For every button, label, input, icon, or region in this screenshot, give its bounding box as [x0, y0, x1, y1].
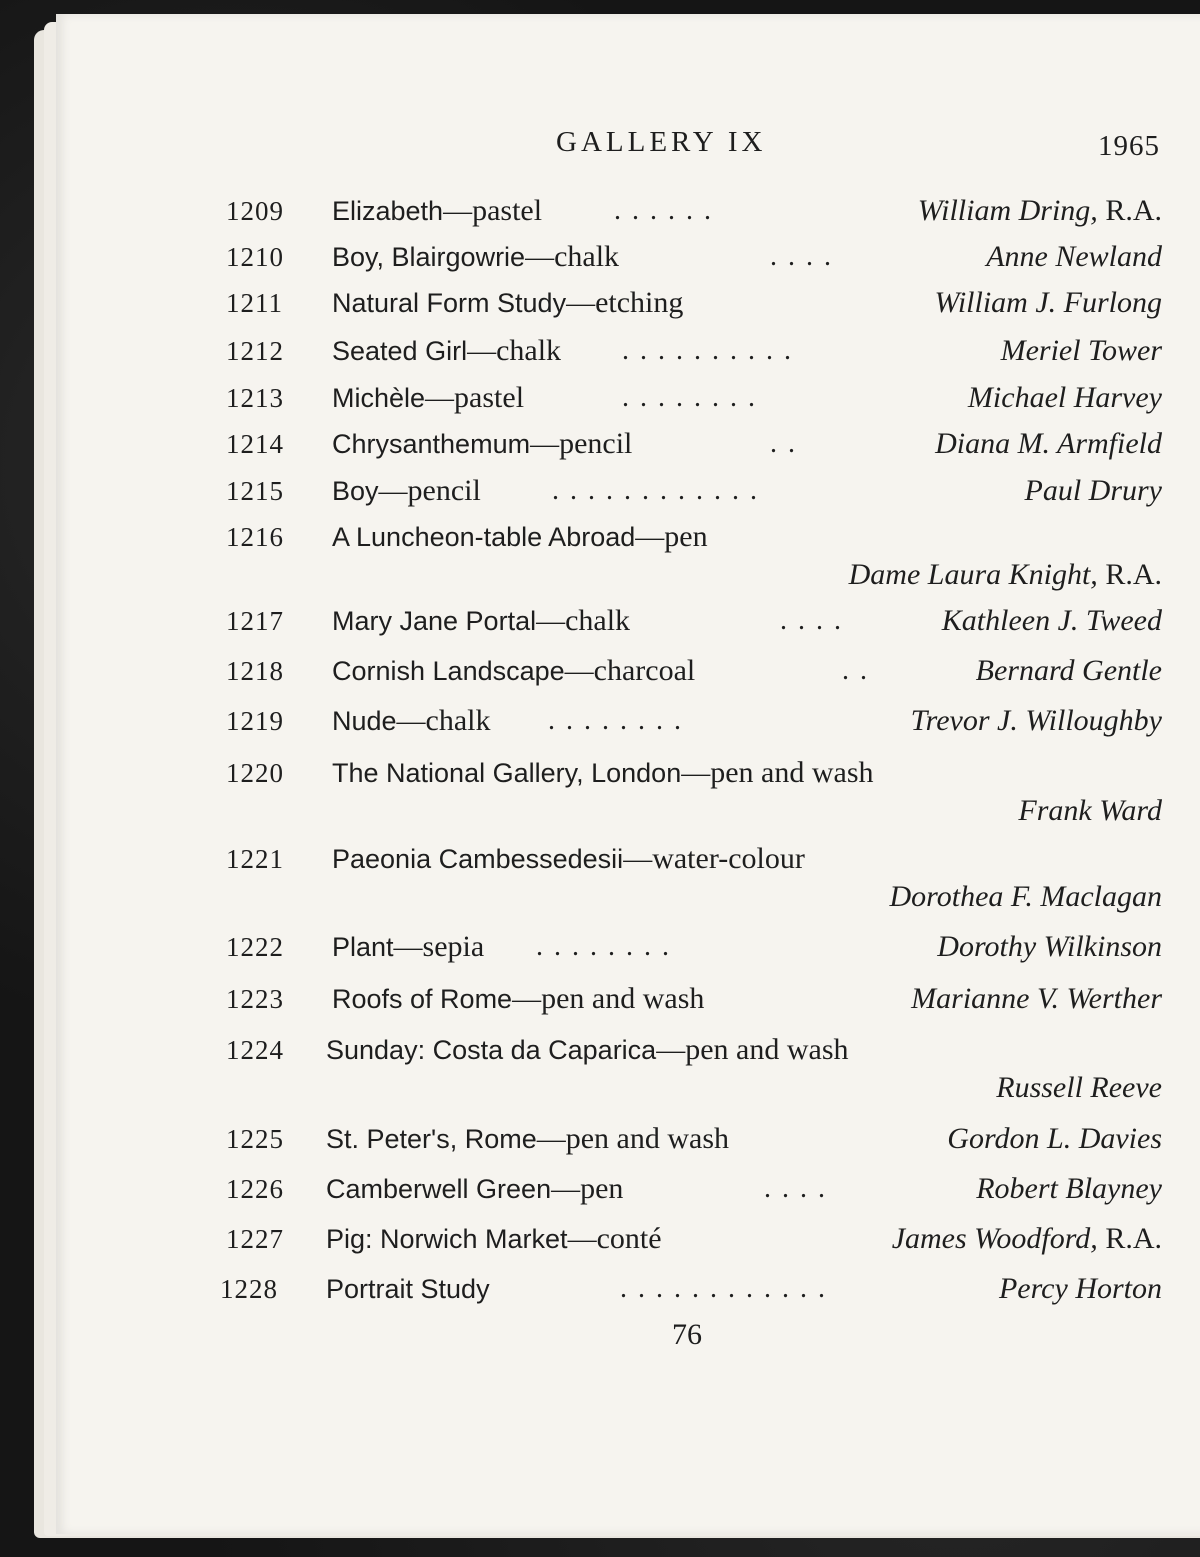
entry-number: 1216 — [226, 522, 284, 552]
catalogue-entry — [0, 330, 1200, 372]
page-number: 76 — [672, 1318, 702, 1351]
entry-title: Pig: Norwich Market — [326, 1224, 568, 1254]
entry-number: 1221 — [226, 844, 284, 874]
dot-leaders: . . . . — [770, 241, 833, 272]
entry-number: 1224 — [226, 1035, 284, 1065]
entry-separator: — — [512, 983, 542, 1015]
entry-number: 1215 — [226, 476, 284, 506]
artist-name: James Woodford, — [891, 1222, 1098, 1255]
artist-name: Diana M. Armfield — [935, 427, 1162, 460]
entry-separator: — — [530, 428, 560, 460]
entry-artist — [918, 190, 1162, 232]
gallery-title: GALLERY IX — [556, 126, 767, 158]
catalogue-entry-continuation — [0, 1067, 1200, 1109]
catalogue-entry — [0, 377, 1200, 419]
catalogue-entry — [0, 516, 1200, 558]
entry-medium: chalk — [554, 240, 620, 273]
catalogue-entry — [0, 1168, 1200, 1210]
entry-title-line — [332, 190, 542, 232]
entry-title-line — [332, 282, 683, 324]
entry-separator: — — [656, 1034, 686, 1066]
entry-artist — [976, 1168, 1162, 1210]
entry-title-line — [332, 978, 704, 1020]
artist-name: Frank Ward — [1018, 794, 1162, 827]
entry-artist — [935, 282, 1163, 324]
entry-title-line — [332, 377, 524, 419]
entry-artist — [937, 926, 1162, 968]
entry-medium: pen and wash — [565, 1122, 730, 1155]
entry-title-line — [326, 1118, 729, 1160]
artist-name: Bernard Gentle — [975, 654, 1162, 687]
entry-separator: — — [635, 521, 665, 553]
entry-artist — [968, 377, 1162, 419]
entry-title-line — [332, 926, 484, 968]
entry-title: The National Gallery, London — [332, 758, 682, 788]
entry-number: 1223 — [226, 984, 284, 1014]
artist-name: Dame Laura Knight, — [848, 558, 1098, 591]
entry-number: 1211 — [226, 288, 283, 318]
dot-leaders: . . . . . . . . . . . . — [620, 1273, 827, 1304]
entry-separator: — — [443, 195, 473, 227]
dot-leaders: . . — [842, 655, 869, 686]
entry-artist — [911, 978, 1162, 1020]
dot-leaders: . . . . . . . . — [548, 705, 683, 736]
artist-name: Robert Blayney — [976, 1172, 1162, 1205]
entry-medium: chalk — [496, 334, 562, 367]
entry-title: Mary Jane Portal — [332, 606, 537, 636]
dot-leaders: . . . . — [780, 605, 843, 636]
dot-leaders: . . . . . . . . . . . . — [552, 475, 759, 506]
catalogue-entry — [0, 1029, 1200, 1071]
entry-separator: — — [525, 241, 555, 273]
dot-leaders: . . . . — [764, 1173, 827, 1204]
entry-title: Elizabeth — [332, 196, 444, 226]
entry-title: Nude — [332, 706, 397, 736]
entry-title: Sunday: Costa da Caparica — [326, 1035, 657, 1065]
entry-number: 1218 — [226, 656, 284, 686]
entry-separator: — — [378, 475, 408, 507]
entry-artist — [1018, 790, 1162, 832]
entry-separator: — — [393, 931, 423, 963]
entry-medium: chalk — [425, 704, 491, 737]
entry-number: 1212 — [226, 336, 284, 366]
entry-artist — [996, 1067, 1162, 1109]
dot-leaders: . . . . . . . . . . — [622, 335, 793, 366]
entry-title-line — [332, 236, 619, 278]
entry-title: Boy, Blairgowrie — [332, 242, 526, 272]
entry-artist — [890, 876, 1162, 918]
artist-name: Gordon L. Davies — [947, 1122, 1162, 1155]
entry-medium: etching — [595, 286, 684, 319]
entry-medium: water-colour — [652, 842, 805, 875]
entry-title: A Luncheon-table Abroad — [332, 522, 636, 552]
entry-artist — [1001, 330, 1162, 372]
entry-medium: conté — [596, 1222, 662, 1255]
catalogue-entry-continuation — [0, 790, 1200, 832]
catalogue-entry-continuation — [0, 554, 1200, 596]
entry-title: St. Peter's, Rome — [326, 1124, 537, 1154]
catalogue-entry — [0, 1268, 1200, 1310]
artist-suffix: R.A. — [1097, 1222, 1162, 1255]
entry-artist — [849, 554, 1162, 596]
entry-title-line — [326, 1218, 662, 1260]
catalogue-entry-continuation — [0, 876, 1200, 918]
entry-separator: — — [536, 605, 566, 637]
dot-leaders: . . . . . . — [614, 195, 713, 226]
artist-name: William J. Furlong — [934, 286, 1162, 319]
entry-medium: pen and wash — [685, 1033, 849, 1066]
entry-number: 1220 — [226, 758, 284, 788]
entry-medium: pencil — [559, 427, 633, 460]
entry-separator: — — [551, 1173, 581, 1205]
entry-title-line — [326, 1268, 490, 1310]
entry-separator: — — [536, 1123, 566, 1155]
dot-leaders: . . . . . . . . — [536, 931, 671, 962]
entry-artist — [935, 423, 1162, 465]
entry-medium: sepia — [422, 930, 485, 963]
entry-number: 1214 — [226, 429, 284, 459]
entry-title: Michèle — [332, 383, 426, 413]
catalogue-entry — [0, 470, 1200, 512]
artist-name: Meriel Tower — [1000, 334, 1162, 367]
catalogue-entry — [0, 926, 1200, 968]
entry-number: 1219 — [226, 706, 284, 736]
entry-number: 1209 — [226, 196, 284, 226]
entry-separator: — — [623, 843, 653, 875]
catalogue-entry — [0, 752, 1200, 794]
entry-artist — [1025, 470, 1163, 512]
entry-title-line — [332, 838, 805, 880]
entry-artist — [892, 1218, 1162, 1260]
entry-title: Cornish Landscape — [332, 656, 565, 686]
artist-name: Michael Harvey — [967, 381, 1162, 414]
entry-medium: pen and wash — [541, 982, 705, 1015]
entry-separator: — — [566, 287, 596, 319]
entry-number: 1222 — [226, 932, 284, 962]
artist-name: Dorothy Wilkinson — [937, 930, 1162, 963]
entry-artist — [986, 236, 1162, 278]
entry-title-line — [332, 423, 632, 465]
entry-number: 1228 — [220, 1274, 278, 1304]
entry-title: Plant — [332, 932, 394, 962]
entry-number: 1210 — [226, 242, 284, 272]
entry-separator: — — [681, 757, 711, 789]
entry-medium: chalk — [565, 604, 631, 637]
catalogue-entry — [0, 1118, 1200, 1160]
artist-name: Anne Newland — [986, 240, 1162, 273]
entry-separator: — — [425, 382, 455, 414]
artist-name: Kathleen J. Tweed — [941, 604, 1162, 637]
entry-title-line — [332, 600, 630, 642]
entry-title: Seated Girl — [332, 336, 468, 366]
entry-title: Natural Form Study — [332, 288, 567, 318]
entry-title: Roofs of Rome — [332, 984, 513, 1014]
dot-leaders: . . . . . . . . — [622, 382, 757, 413]
artist-suffix: R.A. — [1097, 558, 1162, 591]
artist-name: Trevor J. Willoughby — [910, 704, 1162, 737]
entry-medium: pencil — [407, 474, 481, 507]
entry-title-line — [332, 330, 561, 372]
artist-name: Russell Reeve — [996, 1071, 1162, 1104]
entry-number: 1226 — [226, 1174, 284, 1204]
entry-artist — [942, 600, 1162, 642]
artist-name: Percy Horton — [998, 1272, 1162, 1305]
entry-separator: — — [567, 1223, 597, 1255]
artist-name: Dorothea F. Maclagan — [889, 880, 1162, 913]
artist-name: Paul Drury — [1024, 474, 1162, 507]
catalogue-entry — [0, 1218, 1200, 1260]
entry-title-line — [326, 1168, 623, 1210]
entry-medium: charcoal — [593, 654, 696, 687]
entry-number: 1213 — [226, 383, 284, 413]
entry-separator: — — [396, 705, 426, 737]
catalogue-entry — [0, 978, 1200, 1020]
catalogue-entry — [0, 838, 1200, 880]
entry-title: Paeonia Cambessedesii — [332, 844, 624, 874]
entry-title-line — [326, 1029, 849, 1071]
entry-separator: — — [467, 335, 497, 367]
catalogue-entry — [0, 282, 1200, 324]
running-head — [0, 126, 1200, 166]
artist-name: Marianne V. Werther — [911, 982, 1162, 1015]
entry-artist — [999, 1268, 1162, 1310]
catalogue-entry — [0, 650, 1200, 692]
artist-suffix: R.A. — [1097, 194, 1162, 227]
entry-artist — [976, 650, 1162, 692]
catalogue-entry — [0, 600, 1200, 642]
entry-title-line — [332, 752, 874, 794]
entry-title-line — [332, 470, 481, 512]
entry-title: Portrait Study — [326, 1274, 490, 1304]
entry-medium: pen — [664, 520, 708, 553]
entry-medium: pastel — [472, 194, 543, 227]
entry-artist — [947, 1118, 1162, 1160]
catalogue-entry — [0, 700, 1200, 742]
entry-title-line — [332, 700, 491, 742]
entry-number: 1227 — [226, 1224, 284, 1254]
entry-title: Chrysanthemum — [332, 429, 531, 459]
catalogue-year: 1965 — [1098, 130, 1160, 162]
artist-name: William Dring, — [917, 194, 1098, 227]
entry-title: Boy — [332, 476, 379, 506]
catalogue-entry — [0, 190, 1200, 232]
entry-title-line — [332, 516, 708, 558]
entry-medium: pen and wash — [710, 756, 874, 789]
entry-medium: pen — [580, 1172, 624, 1205]
entry-number: 1225 — [226, 1124, 284, 1154]
entry-title-line — [332, 650, 695, 692]
entry-separator: — — [564, 655, 594, 687]
entry-title: Camberwell Green — [326, 1174, 552, 1204]
catalogue-entry — [0, 423, 1200, 465]
entry-number: 1217 — [226, 606, 284, 636]
entry-medium: pastel — [454, 381, 525, 414]
dot-leaders: . . — [770, 428, 797, 459]
catalogue-entry — [0, 236, 1200, 278]
entry-artist — [911, 700, 1162, 742]
